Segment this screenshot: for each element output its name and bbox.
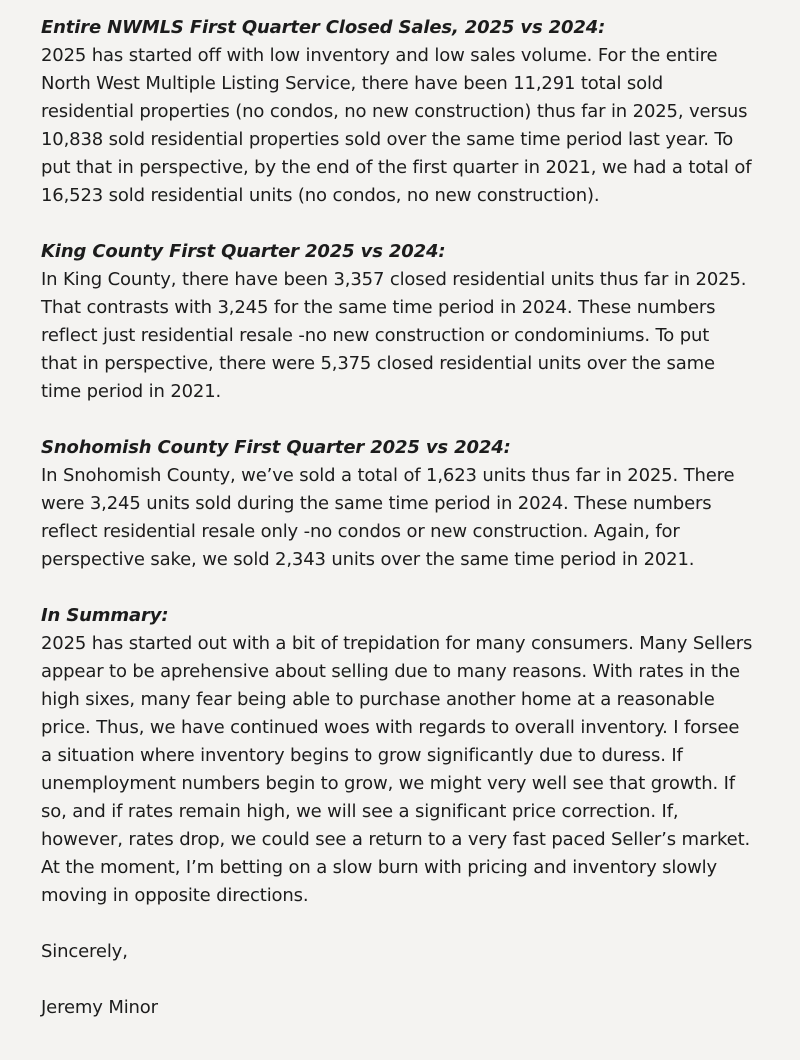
paragraph-line: moving in opposite directions. bbox=[41, 885, 309, 906]
paragraph-line: price. Thus, we have continued woes with regards to overall inventory. I forsee bbox=[41, 717, 740, 738]
section-spacer bbox=[41, 966, 770, 994]
paragraph-line: 10,838 sold residential properties sold over the same time period last year. To bbox=[41, 129, 734, 150]
paragraph-line: that in perspective, there were 5,375 closed residential units over the same bbox=[41, 353, 715, 374]
section-summary bbox=[41, 602, 770, 910]
paragraph-line: high sixes, many fear being able to purchase another home at a reasonable bbox=[41, 689, 715, 710]
paragraph-line: 16,523 sold residential units (no condos, no new construction). bbox=[41, 185, 600, 206]
section-spacer bbox=[41, 910, 770, 938]
section-heading: Snohomish County First Quarter 2025 vs 2024: bbox=[41, 437, 511, 458]
paragraph-line: so, and if rates remain high, we will see a significant price correction. If, bbox=[41, 801, 679, 822]
section-heading: Entire NWMLS First Quarter Closed Sales, 2025 vs 2024: bbox=[41, 17, 606, 38]
paragraph-line: however, rates drop, we could see a return to a very fast paced Seller’s market. bbox=[41, 829, 751, 850]
paragraph-line: unemployment numbers begin to grow, we might very well see that growth. If bbox=[41, 773, 735, 794]
paragraph-line: were 3,245 units sold during the same time period in 2024. These numbers bbox=[41, 493, 712, 514]
section-spacer bbox=[41, 406, 770, 434]
paragraph-line: appear to be aprehensive about selling due to many reasons. With rates in the bbox=[41, 661, 740, 682]
paragraph-line: That contrasts with 3,245 for the same time period in 2024. These numbers bbox=[41, 297, 716, 318]
paragraph-line: time period in 2021. bbox=[41, 381, 222, 402]
paragraph-line: At the moment, I’m betting on a slow burn with pricing and inventory slowly bbox=[41, 857, 718, 878]
paragraph-line: a situation where inventory begins to grow significantly due to duress. If bbox=[41, 745, 683, 766]
section-spacer bbox=[41, 574, 770, 602]
paragraph-line: 2025 has started off with low inventory and low sales volume. For the entire bbox=[41, 45, 718, 66]
section-heading: King County First Quarter 2025 vs 2024: bbox=[41, 241, 446, 262]
paragraph-line: put that in perspective, by the end of the first quarter in 2021, we had a total of bbox=[41, 157, 752, 178]
paragraph-line: North West Multiple Listing Service, there have been 11,291 total sold bbox=[41, 73, 664, 94]
section-heading: In Summary: bbox=[41, 605, 169, 626]
paragraph-line: reflect residential resale only -no condos or new construction. Again, for bbox=[41, 521, 680, 542]
section-snohomish-county bbox=[41, 434, 770, 574]
paragraph-line: perspective sake, we sold 2,343 units over the same time period in 2021. bbox=[41, 549, 695, 570]
paragraph-line: In Snohomish County, we’ve sold a total of 1,623 units thus far in 2025. There bbox=[41, 465, 735, 486]
paragraph-line: In King County, there have been 3,357 closed residential units thus far in 2025. bbox=[41, 269, 747, 290]
paragraph-line: residential properties (no condos, no new construction) thus far in 2025, versus bbox=[41, 101, 748, 122]
paragraph-line: reflect just residential resale -no new construction or condominiums. To put bbox=[41, 325, 710, 346]
closing-text: Sincerely, bbox=[41, 941, 128, 962]
section-spacer bbox=[41, 210, 770, 238]
section-nwmls bbox=[41, 14, 770, 210]
signature-name: Jeremy Minor bbox=[41, 997, 158, 1018]
section-king-county bbox=[41, 238, 770, 406]
paragraph-line: 2025 has started out with a bit of trepidation for many consumers. Many Sellers bbox=[41, 633, 753, 654]
